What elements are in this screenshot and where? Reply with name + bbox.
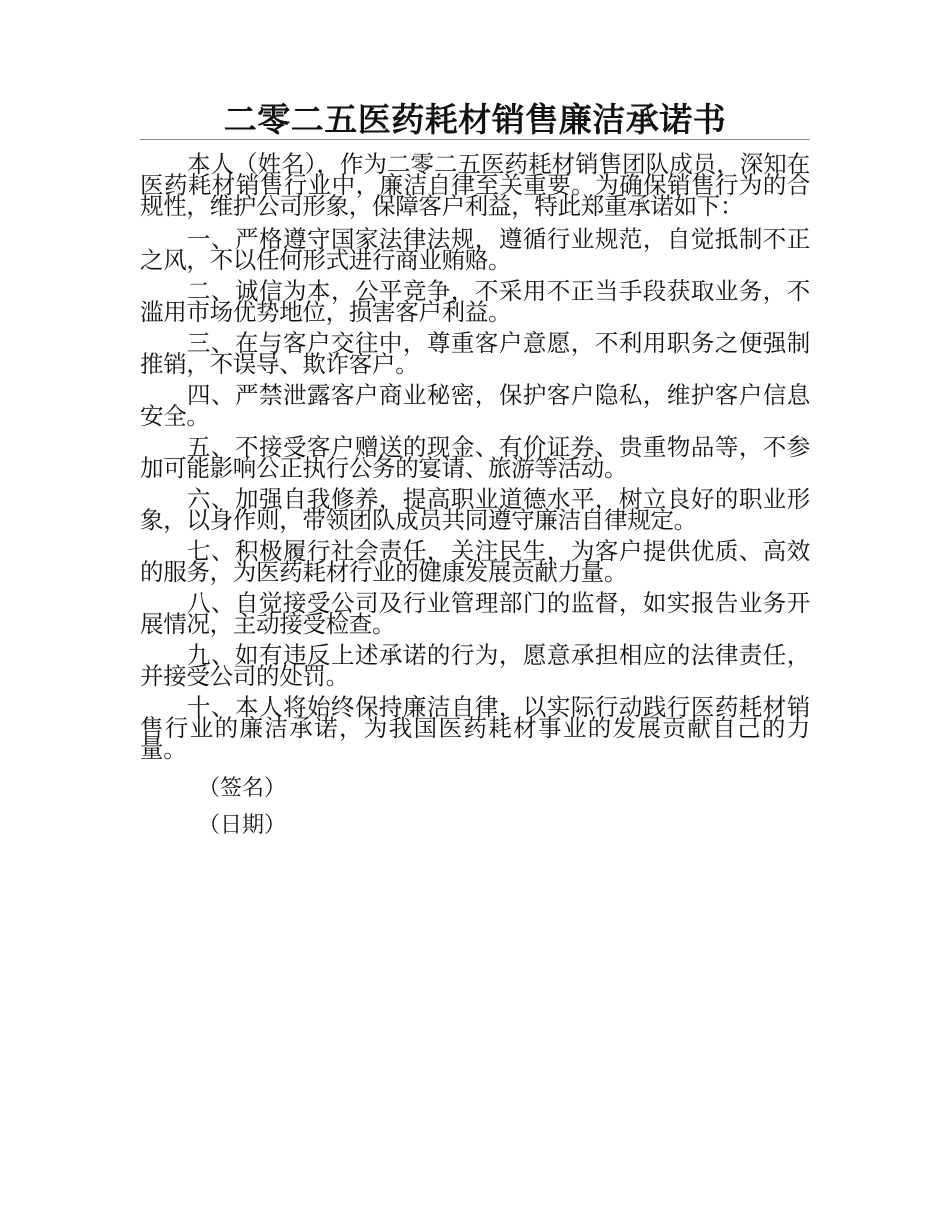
- commitment-item-9: 九、如有违反上述承诺的行为，愿意承担相应的法律责任，并接受公司的处罚。: [140, 641, 810, 690]
- date-label: （日期）: [198, 813, 287, 838]
- signature-block: [140, 770, 810, 844]
- document-body: [140, 150, 810, 844]
- commitment-item-10: 十、本人将始终保持廉洁自律，以实际行动践行医药耗材销售行业的廉洁承诺，为我国医药耗材事业的发展贡献自己的力量。: [140, 693, 810, 763]
- commitment-item-1: 一、严格遵守国家法律法规，遵循行业规范，自觉抵制不正之风，不以任何形式进行商业贿赂。: [140, 225, 810, 274]
- title-underline: [140, 139, 810, 140]
- commitment-item-6: 六、加强自我修养，提高职业道德水平，树立良好的职业形象，以身作则，带领团队成员共同遵守廉洁自律规定。: [140, 485, 810, 534]
- commitment-item-4: 四、严禁泄露客户商业秘密，保护客户隐私，维护客户信息安全。: [140, 381, 810, 430]
- commitment-item-3: 三、在与客户交往中，尊重客户意愿，不利用职务之便强制推销，不误导、欺诈客户。: [140, 329, 810, 378]
- commitment-item-2: 二、诚信为本，公平竞争，不采用不正当手段获取业务，不滥用市场优势地位，损害客户利益。: [140, 277, 810, 326]
- signature-label: （签名）: [198, 776, 287, 801]
- commitment-item-7: 七、积极履行社会责任，关注民生，为客户提供优质、高效的服务，为医药耗材行业的健康发展贡献力量。: [140, 537, 810, 586]
- intro-paragraph: 本人（姓名），作为二零二五医药耗材销售团队成员，深知在医药耗材销售行业中，廉洁自律至关重要。为确保销售行为的合规性，维护公司形象，保障客户利益，特此郑重承诺如下：: [140, 150, 810, 220]
- commitment-item-5: 五、不接受客户赠送的现金、有价证券、贵重物品等，不参加可能影响公正执行公务的宴请、旅游等活动。: [140, 433, 810, 482]
- document-title: 二零二五医药耗材销售廉洁承诺书: [223, 100, 727, 139]
- commitment-item-8: 八、自觉接受公司及行业管理部门的监督，如实报告业务开展情况，主动接受检查。: [140, 589, 810, 638]
